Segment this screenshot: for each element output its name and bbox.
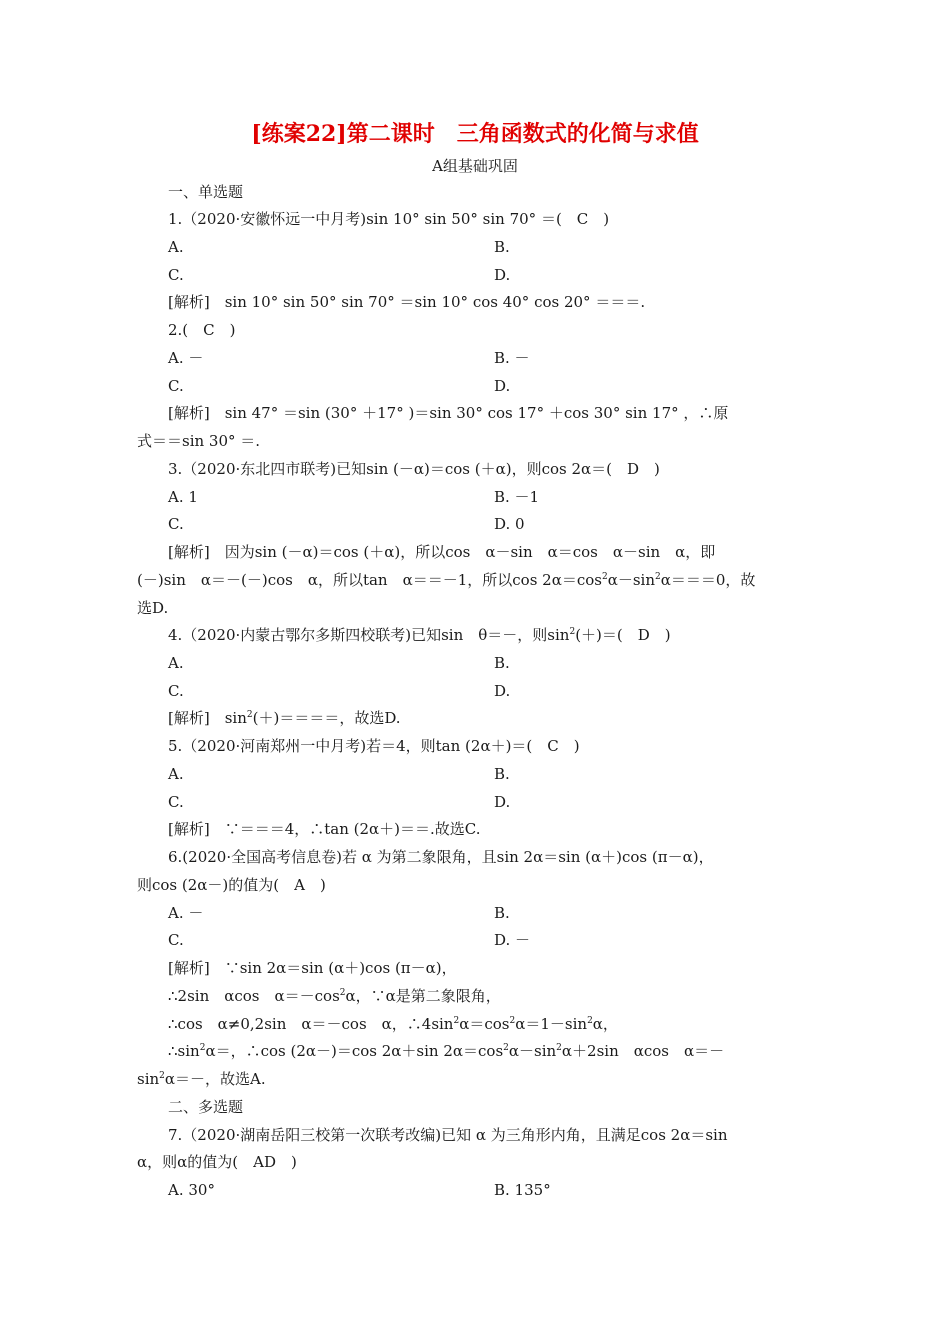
question-5-option-d: D. [494,793,511,811]
question-3-solution-line-3: 选D. [137,599,169,617]
question-7-option-a: A. 30° [168,1181,215,1199]
page-title: [练案22]第二课时 三角函数式的化简与求值 [251,121,699,147]
question-3-option-a: A. 1 [168,488,198,506]
question-6-option-a: A. － [168,904,204,922]
question-4-option-a: A. [168,654,184,672]
question-3-solution-line-2: (－)sin α＝－(－)cos α，所以tan α＝＝－1，所以$\cos 2\alpha=\cos^2\alpha-\sin^2\alpha===0$，故 [137,571,756,589]
question-1-solution: [解析] sin 10° sin 50° sin 70° ＝sin 10° cos 40° cos 20° ＝＝＝. [168,293,646,311]
question-2-solution-line-1: [解析] sin 47° ＝sin (30° ＋17° )＝sin 30° cos 17° ＋cos 30° sin 17° ，∴原 [168,404,729,422]
question-4-option-b: B. [494,654,510,672]
question-2-stem: 2.( C ) [168,321,236,339]
question-7-option-b: B. 135° [494,1181,551,1199]
question-1-option-d: D. [494,266,511,284]
question-5-solution: [解析] ∵＝＝＝4，∴tan (2α＋)＝＝.故选C. [168,820,481,838]
question-6-option-b: B. [494,904,510,922]
question-7-stem-line-2: α，则α的值为( AD ) [137,1153,297,1171]
question-4-solution: [解析] $\sin^2(+)====$，故选D. [168,709,401,727]
question-1-option-c: C. [168,266,184,284]
question-2-option-b: B. － [494,349,530,367]
question-2-option-a: A. － [168,349,204,367]
question-3-option-b: B. －1 [494,488,540,506]
question-6-solution-line-5: $\sin^2\alpha=-$，故选A. [137,1070,266,1088]
question-2-option-c: C. [168,377,184,395]
question-2-solution-line-2: 式＝＝sin 30° ＝. [137,432,261,450]
section-heading-multiple-choice: 二、多选题 [168,1098,244,1116]
section-heading-single-choice: 一、单选题 [168,183,244,201]
question-6-solution-line-1: [解析] ∵sin 2α＝sin (α＋)cos (π－α)， [168,959,457,977]
question-5-option-a: A. [168,765,184,783]
question-7-stem-line-1: 7.（2020·湖南岳阳三校第一次联考改编)已知 α 为三角形内角，且满足cos 2α＝sin [168,1126,728,1144]
question-6-stem-line-2: 则cos (2α－)的值为( A ) [137,876,326,894]
question-6-solution-line-2: ∴2sin αcos $\alpha=-\cos^2\alpha$，∵α是第二象限角， [168,987,501,1005]
question-6-solution-line-4: $\therefore\sin^2\alpha=$，∴cos (2α－)＝cos 2α＋sin $2\alpha=\cos^2\alpha-\sin^2\alpha+2\sin$ αcos α＝－ [168,1042,725,1060]
question-5-option-b: B. [494,765,510,783]
question-3-stem: 3.（2020·东北四市联考)已知sin (－α)＝cos (＋α)，则cos 2α＝( D ) [168,460,660,478]
question-3-option-c: C. [168,515,184,533]
question-3-solution-line-1: [解析] 因为sin (－α)＝cos (＋α)，所以cos α－sin α＝cos α－sin α，即 [168,543,716,561]
question-4-stem: 4.（2020·内蒙古鄂尔多斯四校联考)已知sin θ＝－，则$\sin^2(+)=$( D ) [168,626,671,644]
question-6-solution-line-3: ∴cos α≠0,2sin α＝－cos α，$\therefore 4\sin^2\alpha=\cos^2\alpha=1-\sin^2\alpha$， [168,1015,618,1033]
question-6-option-c: C. [168,931,184,949]
question-6-option-d: D. － [494,931,531,949]
question-1-option-b: B. [494,238,510,256]
question-5-stem: 5.（2020·河南郑州一中月考)若＝4，则tan (2α＋)＝( C ) [168,737,580,755]
group-subtitle: A组基础巩固 [432,157,518,175]
question-1-option-a: A. [168,238,184,256]
question-4-option-c: C. [168,682,184,700]
question-2-option-d: D. [494,377,511,395]
question-5-option-c: C. [168,793,184,811]
question-3-option-d: D. 0 [494,515,525,533]
question-6-stem-line-1: 6.(2020·全国高考信息卷)若 α 为第二象限角，且sin 2α＝sin (α＋)cos (π－α)， [168,848,714,866]
question-4-option-d: D. [494,682,511,700]
question-1-stem: 1.（2020·安徽怀远一中月考)sin 10° sin 50° sin 70° ＝( C ) [168,210,610,228]
